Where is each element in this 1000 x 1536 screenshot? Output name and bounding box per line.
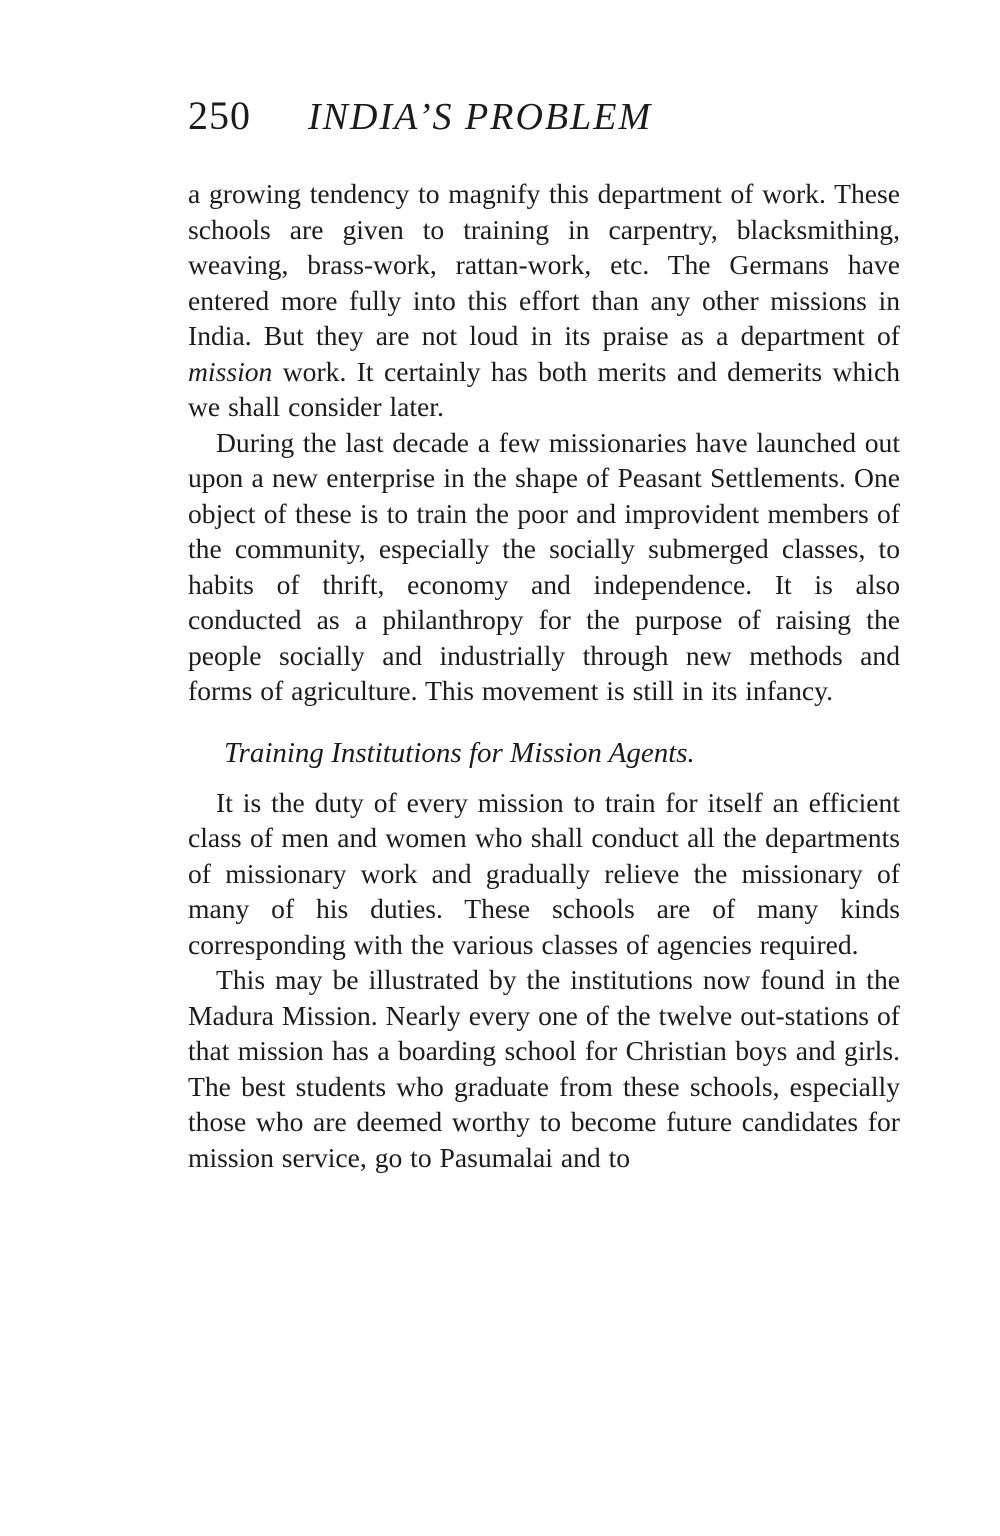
paragraph-1 [188,176,900,425]
book-page [188,92,900,1175]
paragraph-1-text-start: a growing tendency to magnify this department of work. These schools are given to training in carpentry, blacksmithing, weaving, brass-work, rattan-work, etc. The Germans have entered more fully into this effort than any other missions in India. But they are not loud in its praise as a department of [188,178,900,351]
running-head [188,92,900,148]
emphasis-mission: mission [188,355,273,387]
page-number: 250 [188,93,251,138]
section-heading: Training Institutions for Mission Agents. [224,736,695,769]
body-text [188,176,900,1175]
paragraph-3: It is the duty of every mission to train for itself an efficient class of men and women who shall conduct all the departments of missionary work and gradually relieve the missionary of many of his duties. These schools are of many kinds corresponding with the various classes of agencies required. [188,786,900,960]
paragraph-1-text-end: work. It certainly has both merits and demerits which we shall consider later. [188,355,900,422]
running-title: INDIA’S PROBLEM [308,96,653,138]
paragraph-4: This may be illustrated by the institutions now found in the Madura Mission. Nearly every one of the twelve out-stations of that mission has a boarding school for Christian boys and girls. The best students who graduate from these schools, especially those who are deemed worthy to become future candidates for mission service, go to Pasumalai and to [188,964,900,1173]
paragraph-2: During the last decade a few missionaries have launched out upon a new enterprise in the shape of Peasant Settlements. One object of these is to train the poor and improvident members of the community, especially the socially submerged classes, to habits of thrift, economy and independence. It is also conducted as a philanthropy for the purpose of raising the people socially and industrially through new methods and forms of agriculture. This movement is still in its infancy. [188,426,900,706]
